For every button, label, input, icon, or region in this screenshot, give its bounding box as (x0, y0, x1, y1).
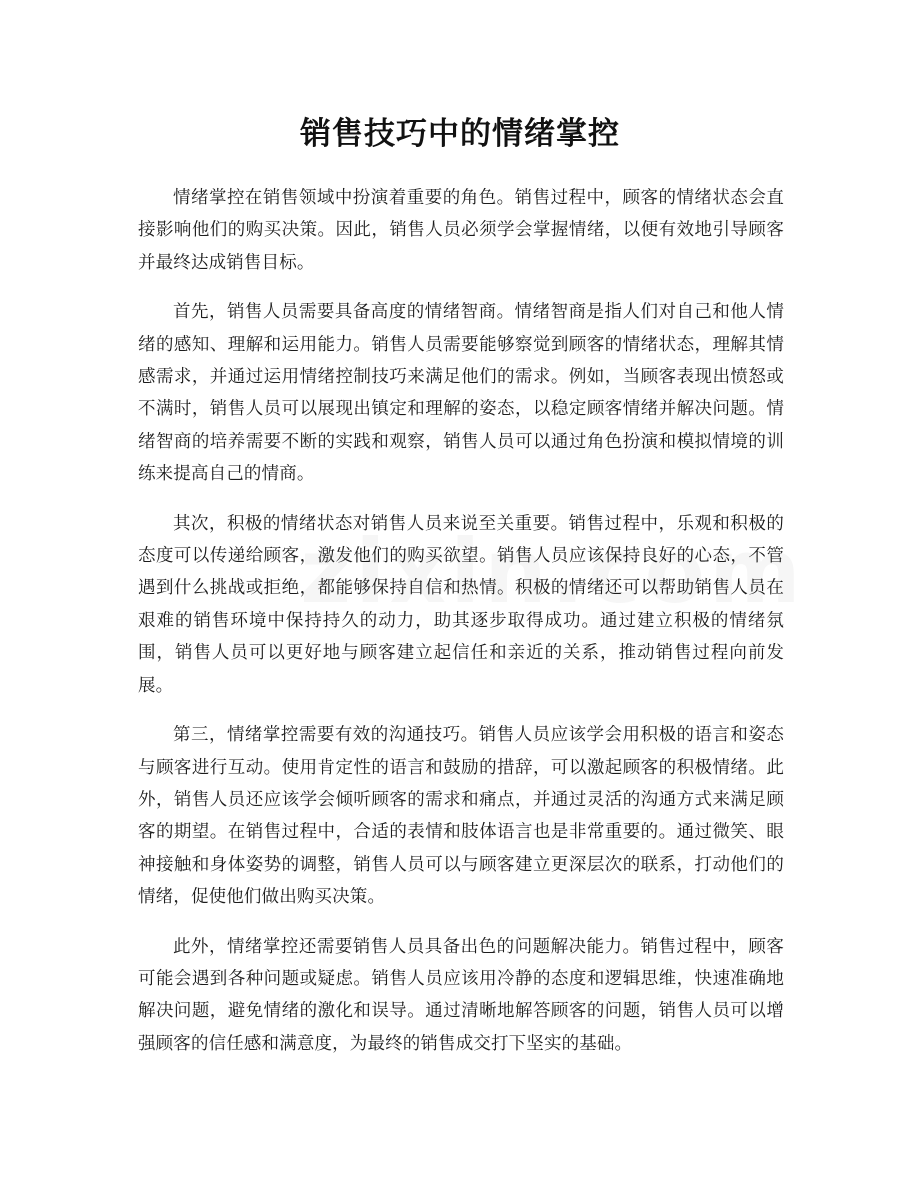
paragraph-intro: 情绪掌控在销售领域中扮演着重要的角色。销售过程中，顾客的情绪状态会直接影响他们的购买决策。因此，销售人员必须学会掌握情绪，以便有效地引导顾客并最终达成销售目标。 (138, 188, 784, 273)
paragraph-positive-attitude: 其次，积极的情绪状态对销售人员来说至关重要。销售过程中，乐观和积极的态度可以传递给顾客，激发他们的购买欲望。销售人员应该保持良好的心态，不管遇到什么挑战或拒绝，都能够保持自信和热情。积极的情绪还可以帮助销售人员在艰难的销售环境中保持持久的动力，助其逐步取得成功。通过建立积极的情绪氛围，销售人员可以更好地与顾客建立起信任和亲近的关系，推动销售过程向前发展。 (138, 513, 784, 696)
paragraph-emotional-intelligence: 首先，销售人员需要具备高度的情绪智商。情绪智商是指人们对自己和他人情绪的感知、理解和运用能力。销售人员需要能够察觉到顾客的情绪状态，理解其情感需求，并通过运用情绪控制技巧来满足他们的需求。例如，当顾客表现出愤怒或不满时，销售人员可以展现出镇定和理解的姿态，以稳定顾客情绪并解决问题。情绪智商的培养需要不断的实践和观察，销售人员可以通过角色扮演和模拟情境的训练来提高自己的情商。 (138, 302, 784, 485)
paragraph-problem-solving: 此外，情绪掌控还需要销售人员具备出色的问题解决能力。销售过程中，顾客可能会遇到各种问题或疑虑。销售人员应该用冷静的态度和逻辑思维，快速准确地解决问题，避免情绪的激化和误导。通过清晰地解答顾客的问题，销售人员可以增强顾客的信任感和满意度，为最终的销售成交打下坚实的基础。 (138, 936, 784, 1054)
document-body (138, 182, 784, 1077)
paragraph-communication: 第三，情绪掌控需要有效的沟通技巧。销售人员应该学会用积极的语言和姿态与顾客进行互动。使用肯定性的语言和鼓励的措辞，可以激起顾客的积极情绪。此外，销售人员还应该学会倾听顾客的需求和痛点，并通过灵活的沟通方式来满足顾客的期望。在销售过程中，合适的表情和肢体语言也是非常重要的。通过微笑、眼神接触和身体姿势的调整，销售人员可以与顾客建立更深层次的联系，打动他们的情绪，促使他们做出购买决策。 (138, 725, 784, 908)
document-title: 销售技巧中的情绪掌控 (300, 116, 620, 152)
